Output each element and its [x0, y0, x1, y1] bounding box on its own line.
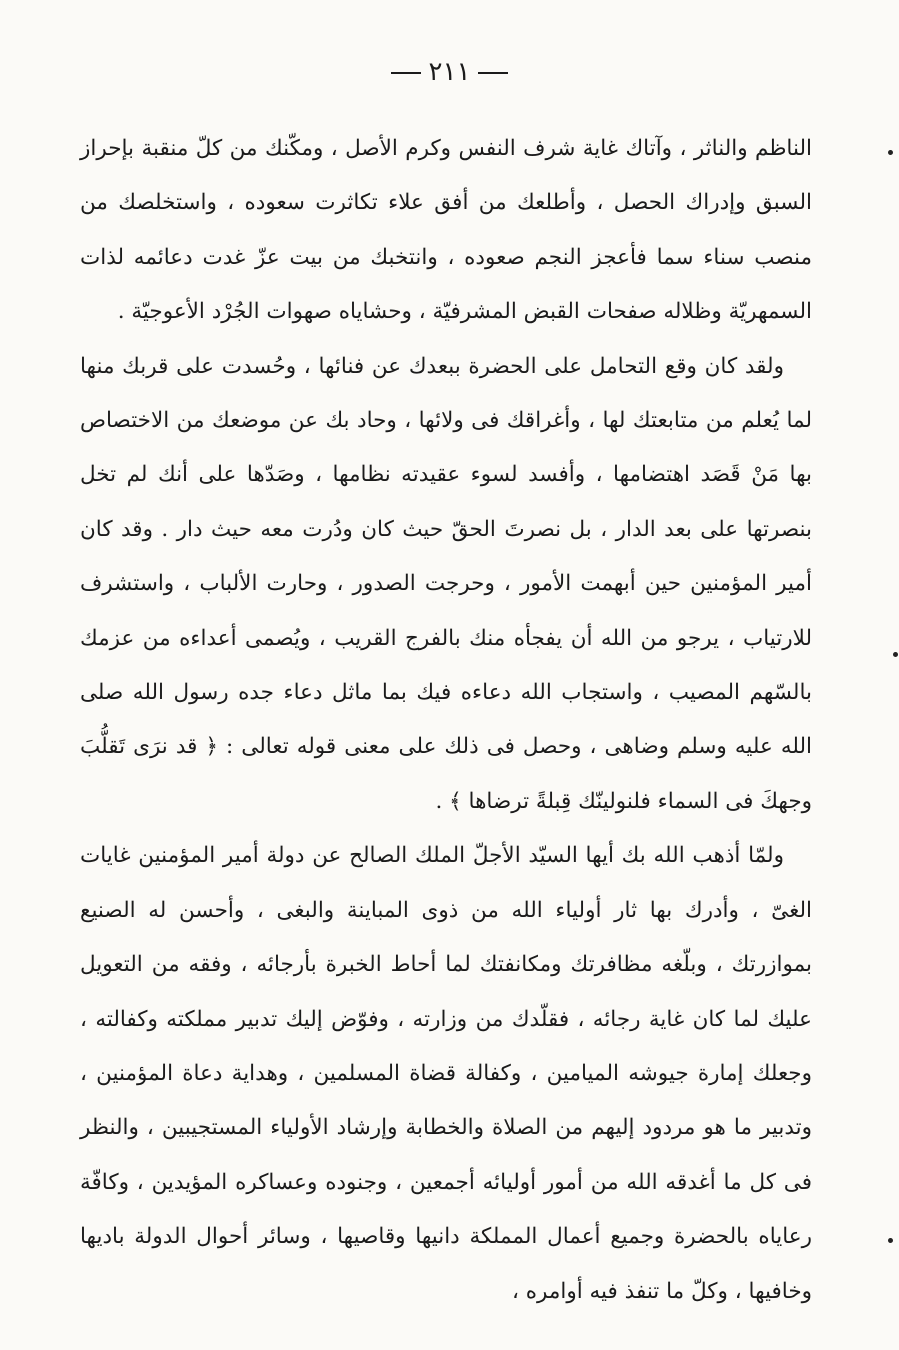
margin-dot — [888, 1238, 893, 1243]
header-dash-left — [391, 72, 421, 74]
margin-dot — [888, 150, 893, 155]
paragraph-3: ولمّا أذهب الله بك أيها السيّد الأجلّ الملك الصالح عن دولة أمير المؤمنين غايات الغىّ ، وأدرك بها ثار أولياء الله من ذوى المباينة والبغى ، وأحسن له الصنيع بموازرتك ، وبلّغه مظافرتك ومكانفتك لما أحاط الخبرة بأرجائه ، وفقه من التعويل عليك لما كان غاية رجائه ، فقلّدك من وزارته ، وفوّض إليك تدبير مملكته وكفالته ، وجعلك إمارة جيوشه الميامين ، وكفالة قضاة المسلمين ، وهداية دعاة المؤمنين ، وتدبير ما هو مردود إليهم من الصلاة والخطابة وإرشاد الأولياء المستجيبين ، والنظر فى كل ما أغدقه الله من أمور أوليائه أجمعين ، وجنوده وعساكره المؤيدين ، وكافّة رعاياه بالحضرة وجميع أعمال المملكة دانيها وقاصيها ، وسائر أحوال الدولة باديها وخافيها ، وكلّ ما تنفذ فيه أوامره ، — [80, 843, 812, 1304]
page-number: ٢١١ — [428, 57, 471, 87]
page-body — [80, 122, 812, 1319]
margin-dot — [893, 652, 898, 657]
paragraph-1: الناظم والناثر ، وآتاك غاية شرف النفس وكرم الأصل ، ومكّنك من كلّ منقبة بإحراز السبق وإدراك الحصل ، وأطلعك من أفق علاء تكاثرت سعوده ، واستخلصك من منصب سناء سما فأعجز النجم صعوده ، وانتخبك من بيت عزّ غدت دعائمه لذات السمهريّة وظلاله صفحات القبض المشرفيّة ، وحشاياه صهوات الجُرْد الأعوجيّة . — [80, 136, 812, 325]
paragraph-2: ولقد كان وقع التحامل على الحضرة ببعدك عن فنائها ، وحُسدت على قربك منها لما يُعلم من متابعتك لها ، وأغراقك فى ولائها ، وحاد بك عن موضعك من الاختصاص بها مَنْ قَصَد اهتضامها ، وأفسد لسوء عقيدته نظامها ، وصَدّها على أنك لم تخل بنصرتها على بعد الدار ، بل نصرتَ الحقّ حيث كان ودُرت معه حيث دار . وقد كان أمير المؤمنين حين أبهمت الأمور ، وحرجت الصدور ، وحارت الألباب ، واستشرف للارتياب ، يرجو من الله أن يفجأه منك بالفرج القريب ، ويُصمى أعداءه من عزمك بالسّهم المصيب ، واستجاب الله دعاءه فيك بما ماثل دعاء جده رسول الله صلى الله عليه وسلم وضاهى ، وحصل فى ذلك على معنى قوله تعالى : ﴿ قد نرَى تَقلُّبَ وجهكَ فى السماء فلنولينّك قِبلةً ترضاها ﴾ . — [80, 353, 812, 814]
header-dash-right — [478, 72, 508, 74]
page-header — [0, 52, 899, 92]
